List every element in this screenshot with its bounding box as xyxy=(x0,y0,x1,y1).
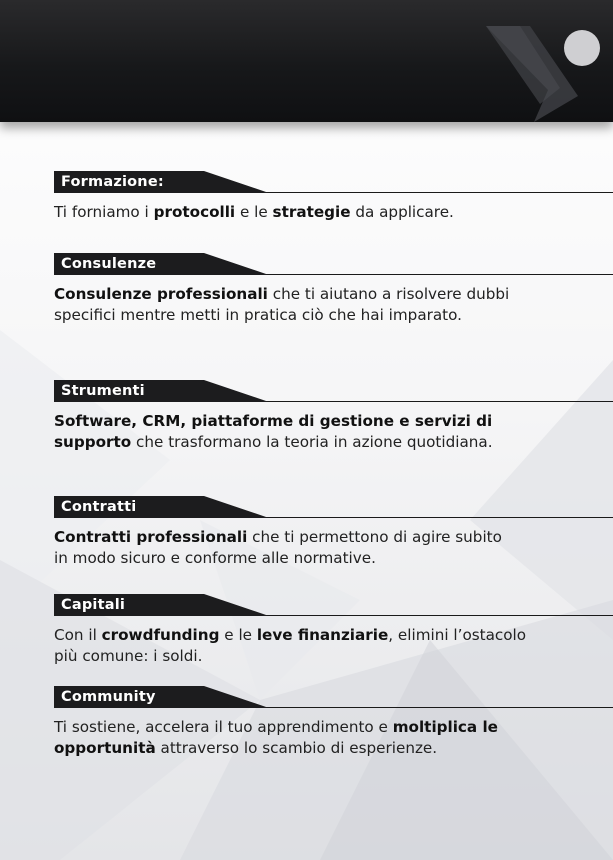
body-text: che ti permettono di agire subito in modo sicuro e conforme alle normative. xyxy=(54,528,502,567)
section-body xyxy=(54,411,613,453)
body-text-bold: strategie xyxy=(272,203,351,221)
section-strumenti xyxy=(54,380,613,453)
body-text: e le xyxy=(235,203,273,221)
logo-mark xyxy=(0,0,613,122)
section-header xyxy=(54,686,613,708)
section-consulenze xyxy=(54,253,613,326)
section-title: Consulenze xyxy=(61,256,157,272)
section-body xyxy=(54,202,613,223)
section-body xyxy=(54,717,613,759)
header-banner xyxy=(0,0,613,122)
body-text: che trasformano la teoria in azione quotidiana. xyxy=(131,433,493,451)
body-text-bold: moltiplica le opportunità xyxy=(54,718,498,757)
section-header xyxy=(54,171,613,193)
section-body xyxy=(54,625,613,667)
section-body xyxy=(54,284,613,326)
body-text-bold: leve finanziarie xyxy=(256,626,389,644)
body-text-bold: Consulenze professionali xyxy=(54,285,268,303)
body-text: da applicare. xyxy=(350,203,454,221)
section-header xyxy=(54,253,613,275)
body-text: Con il xyxy=(54,626,102,644)
body-text: Ti forniamo i xyxy=(54,203,154,221)
section-header xyxy=(54,380,613,402)
section-title: Formazione: xyxy=(61,174,164,190)
section-title: Strumenti xyxy=(61,383,145,399)
section-body xyxy=(54,527,613,569)
body-text-bold: Software, CRM, piattaforme di gestione e servizi di supporto xyxy=(54,412,493,451)
section-formazione xyxy=(54,171,613,223)
logo-dot-icon xyxy=(564,30,600,66)
body-text-bold: protocolli xyxy=(153,203,236,221)
body-text: e le xyxy=(219,626,257,644)
section-title: Contratti xyxy=(61,499,137,515)
body-text: , elimini l’ostacolo più comune: i soldi. xyxy=(54,626,527,665)
section-title: Community xyxy=(61,689,156,705)
body-text: attraverso lo scambio di esperienze. xyxy=(155,739,438,757)
section-contratti xyxy=(54,496,613,569)
section-header xyxy=(54,496,613,518)
section-header xyxy=(54,594,613,616)
body-text: che ti aiutano a risolvere dubbi specifici mentre metti in pratica ciò che hai imparato. xyxy=(54,285,510,324)
section-title: Capitali xyxy=(61,597,126,613)
body-text: Ti sostiene, accelera il tuo apprendimento e xyxy=(54,718,393,736)
body-text-bold: Contratti professionali xyxy=(54,528,248,546)
section-community xyxy=(54,686,613,759)
body-text-bold: crowdfunding xyxy=(101,626,220,644)
section-capitali xyxy=(54,594,613,667)
